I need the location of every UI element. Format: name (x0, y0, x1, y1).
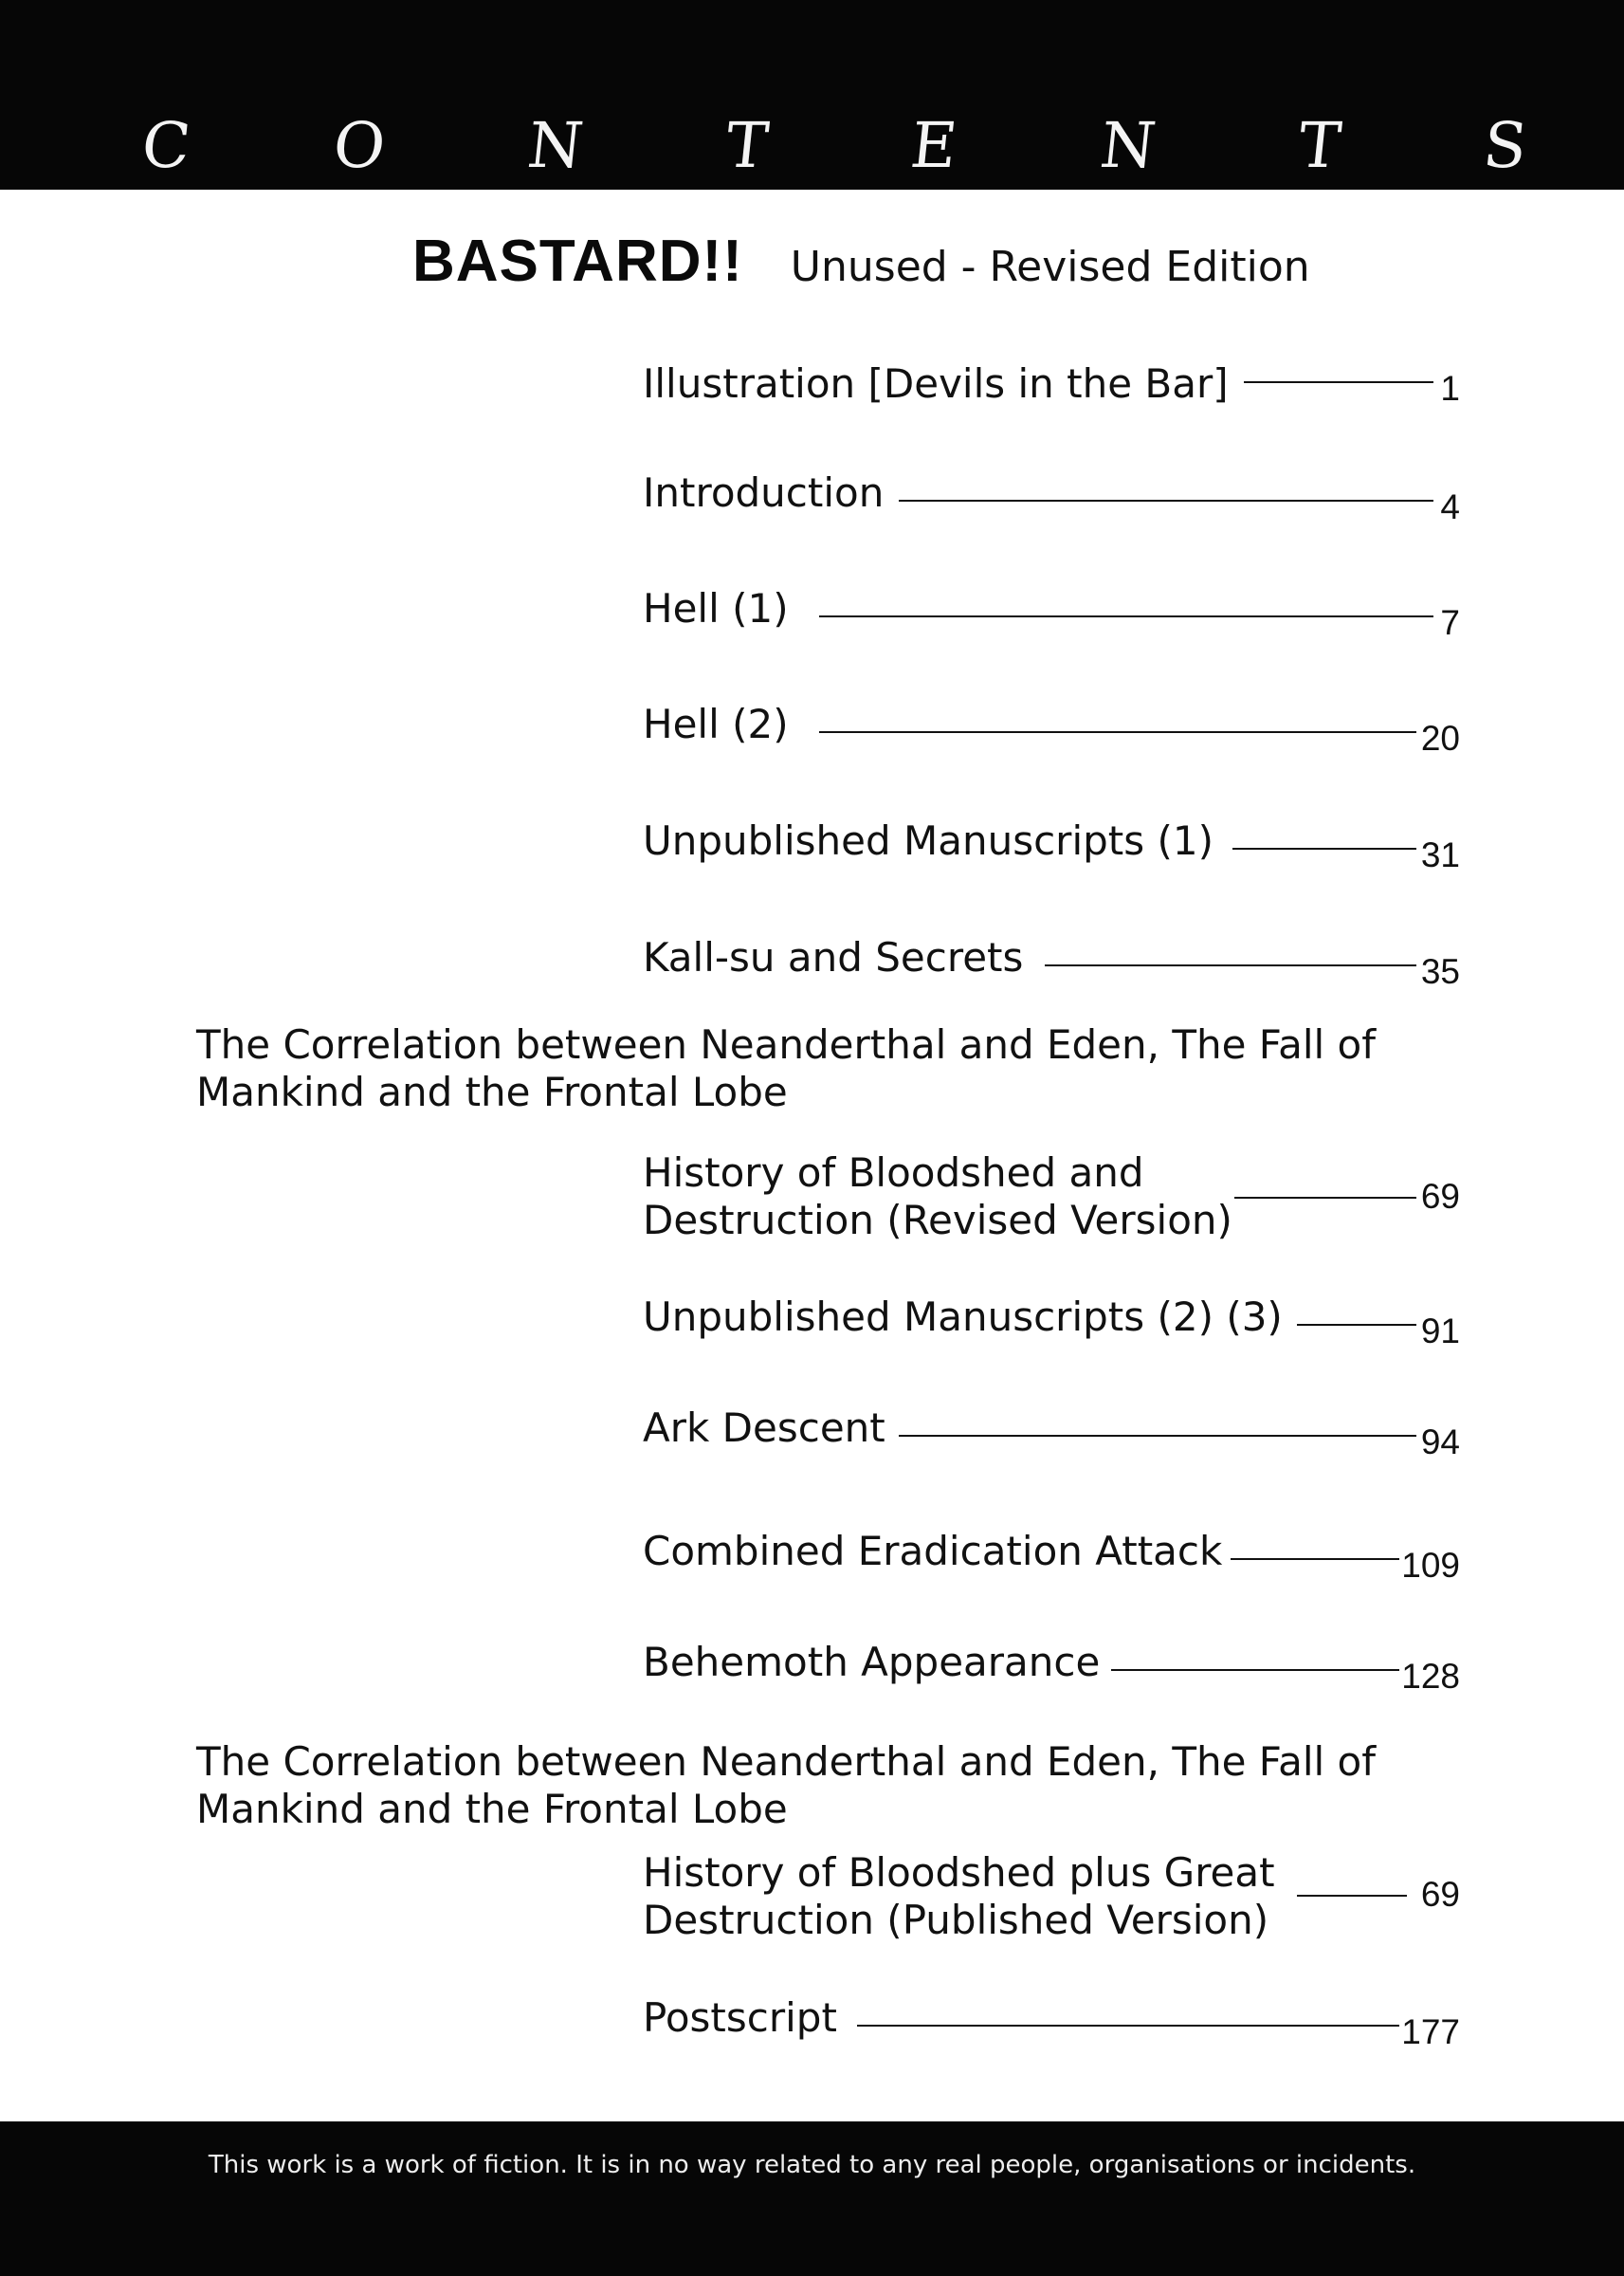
leader-line (1234, 1197, 1416, 1199)
toc-entry-hell-1 (643, 528, 1460, 642)
toc-entry-label: Unpublished Manuscripts (2) (3) (643, 1294, 1283, 1340)
toc-entry-bloodshed-revised (643, 1149, 1460, 1248)
toc-section-heading (196, 1021, 1429, 1116)
section-heading-line: The Correlation between Neanderthal and Eden, The Fall of (196, 1738, 1377, 1785)
toc-entry-label: Hell (1) (643, 585, 789, 632)
heading-letter: S (1479, 108, 1531, 182)
toc-entry-page: 20 (1420, 719, 1460, 758)
toc-entry-page: 4 (1440, 487, 1460, 526)
toc-section-heading (196, 1738, 1429, 1833)
toc-entry-label: Combined Eradication Attack (643, 1528, 1223, 1574)
leader-line (857, 2025, 1399, 2027)
leader-line (1232, 848, 1416, 850)
toc-entry-unpublished-1 (643, 761, 1460, 874)
leader-line (1231, 1558, 1399, 1560)
section-heading-line: Mankind and the Frontal Lobe (196, 1786, 788, 1832)
section-heading-line: The Correlation between Neanderthal and Eden, The Fall of (196, 1021, 1377, 1068)
leader-line (1111, 1669, 1399, 1671)
leader-line (1244, 381, 1433, 383)
toc-entry-behemoth (643, 1582, 1460, 1696)
heading-letter: E (907, 108, 961, 182)
toc-entry-page: 69 (1420, 1875, 1460, 1914)
toc-entry-label: Illustration [Devils in the Bar] (643, 360, 1229, 407)
leader-line (819, 731, 1416, 733)
footer-band (0, 2121, 1624, 2276)
contents-heading (137, 102, 1531, 188)
toc-entry-page: 94 (1420, 1422, 1460, 1461)
toc-entry-postscript (643, 1937, 1460, 2051)
toc-entry-hell-2 (643, 644, 1460, 758)
toc-entry-label: Postscript (643, 1994, 837, 2041)
toc-entry-label: Kall-su and Secrets (643, 934, 1024, 981)
leader-line (819, 615, 1433, 617)
toc-entry-bloodshed-published (643, 1849, 1460, 1948)
toc-entry-unpublished-2-3 (643, 1237, 1460, 1350)
toc-entry-label (643, 1849, 1275, 1944)
toc-entry-page: 177 (1401, 2012, 1460, 2051)
toc-entry-page: 128 (1401, 1657, 1460, 1696)
toc-entry-illustration (643, 303, 1460, 408)
toc-entry-label-line: Destruction (Published Version) (643, 1897, 1269, 1943)
toc-entry-combined-eradication (643, 1471, 1460, 1585)
toc-entry-page: 69 (1420, 1177, 1460, 1216)
fiction-disclaimer: This work is a work of fiction. It is in no way related to any real people, organisations or incidents. (208, 2151, 1416, 2179)
toc-entry-page: 1 (1440, 369, 1460, 408)
leader-line (899, 1435, 1416, 1437)
toc-entry-ark-descent (643, 1348, 1460, 1461)
toc-entry-label-line: History of Bloodshed and (643, 1149, 1144, 1196)
heading-letter: C (137, 108, 194, 182)
toc-entry-page: 109 (1401, 1546, 1460, 1585)
toc-entry-page: 91 (1420, 1312, 1460, 1350)
heading-letter: N (1096, 108, 1159, 182)
toc-entry-page: 31 (1420, 835, 1460, 874)
leader-line (1297, 1895, 1407, 1897)
toc-entry-label-line: Destruction (Revised Version) (643, 1197, 1232, 1243)
edition-subtitle: Unused - Revised Edition (790, 243, 1310, 291)
toc-entry-label: Ark Descent (643, 1404, 885, 1451)
leader-line (1297, 1324, 1416, 1326)
heading-letter: N (523, 108, 587, 182)
leader-line (899, 500, 1433, 502)
toc-entry-label-line: History of Bloodshed plus Great (643, 1849, 1275, 1896)
heading-letter: O (329, 108, 389, 182)
book-title-row (412, 228, 1310, 303)
leader-line (1045, 964, 1416, 966)
toc-entry-page: 35 (1420, 952, 1460, 991)
toc-entry-label (643, 1149, 1232, 1244)
toc-entry-label: Unpublished Manuscripts (1) (643, 817, 1213, 864)
toc-entry-label: Hell (2) (643, 701, 789, 747)
heading-letter: T (721, 108, 773, 182)
heading-letter: T (1294, 108, 1344, 182)
toc-entry-introduction (643, 413, 1460, 526)
toc-entry-page: 7 (1440, 603, 1460, 642)
toc-entry-label: Introduction (643, 469, 885, 516)
book-title: BASTARD!! (412, 229, 743, 294)
toc-entry-kall-su (643, 877, 1460, 991)
section-heading-line: Mankind and the Frontal Lobe (196, 1069, 788, 1115)
toc-entry-label: Behemoth Appearance (643, 1639, 1101, 1685)
